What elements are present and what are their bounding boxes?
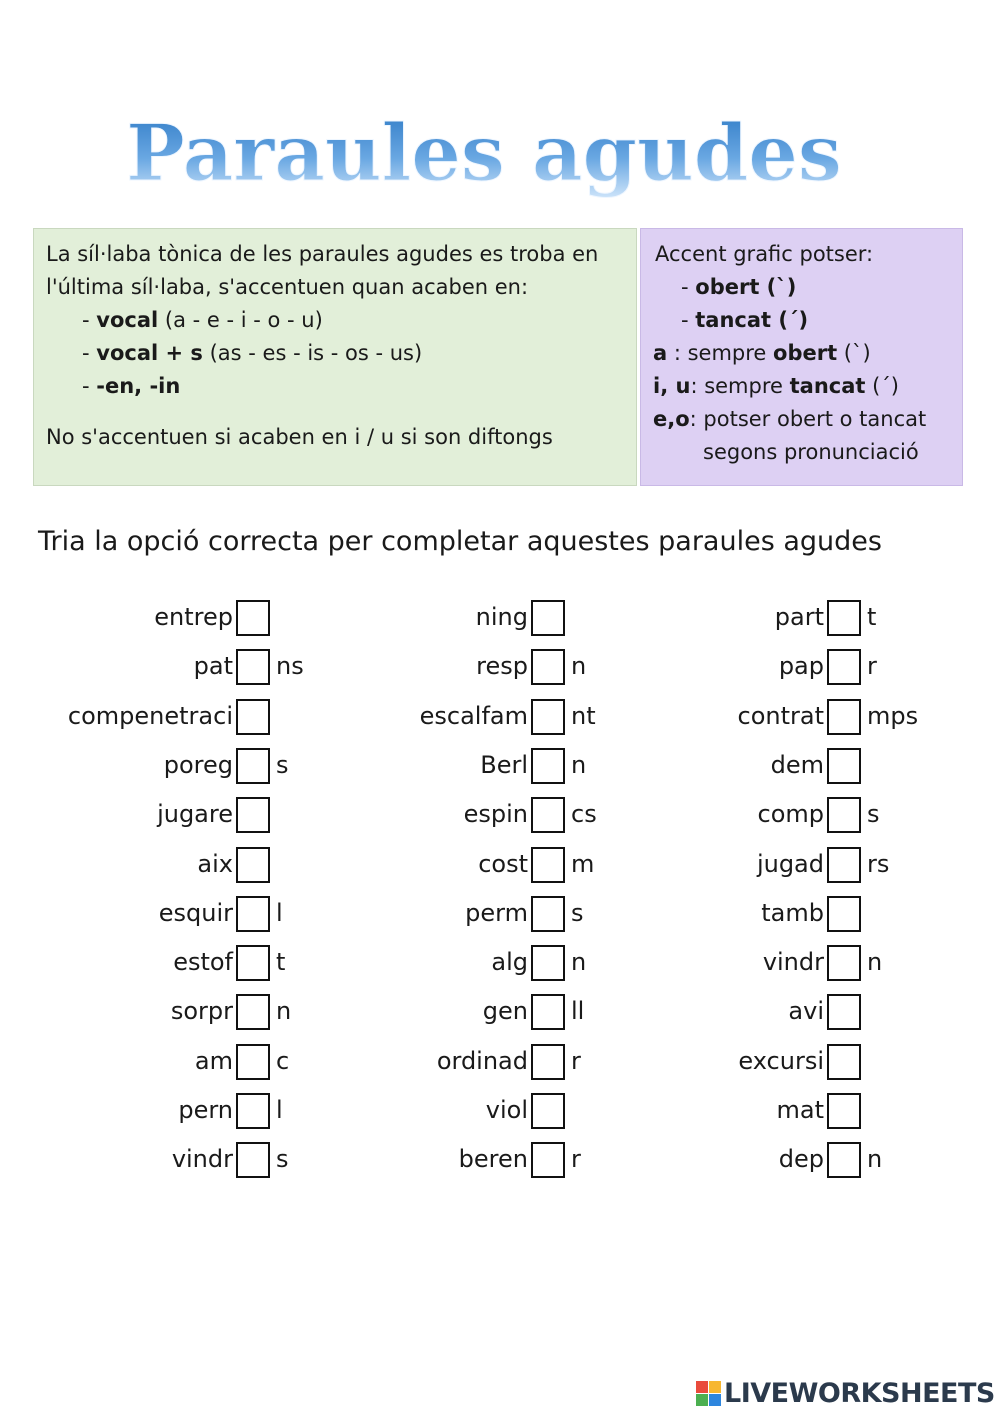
answer-box[interactable] <box>236 699 270 735</box>
word-prefix: tamb <box>761 899 824 927</box>
word-suffix: nt <box>571 702 596 730</box>
answer-box[interactable] <box>531 1093 565 1129</box>
answer-box[interactable] <box>531 797 565 833</box>
word-prefix: excursi <box>738 1047 824 1075</box>
answer-box[interactable] <box>236 797 270 833</box>
word-prefix: gen <box>482 997 528 1025</box>
word-prefix: mat <box>776 1096 824 1124</box>
word-prefix: avi <box>788 997 824 1025</box>
word-prefix: dep <box>778 1145 824 1173</box>
word-prefix: ordinad <box>436 1047 528 1075</box>
word-prefix: estof <box>173 948 233 976</box>
accent-closed: - tancat (´) <box>681 308 809 332</box>
answer-box[interactable] <box>236 748 270 784</box>
answer-box[interactable] <box>827 649 861 685</box>
word-suffix: n <box>276 997 292 1025</box>
answer-box[interactable] <box>236 1142 270 1178</box>
word-suffix: cs <box>571 800 597 828</box>
word-prefix: aix <box>197 850 233 878</box>
answer-box[interactable] <box>531 994 565 1030</box>
answer-box[interactable] <box>236 1044 270 1080</box>
word-prefix: sorpr <box>170 997 233 1025</box>
rules-bullet-vocal: - vocal (a - e - i - o - u) <box>82 308 323 332</box>
word-prefix: vindr <box>171 1145 233 1173</box>
answer-box[interactable] <box>236 994 270 1030</box>
answer-box[interactable] <box>827 699 861 735</box>
answer-box[interactable] <box>827 748 861 784</box>
rules-line-1: La síl·laba tònica de les paraules agudes es troba en <box>46 242 599 266</box>
answer-box[interactable] <box>531 896 565 932</box>
answer-box[interactable] <box>531 1142 565 1178</box>
answer-box[interactable] <box>236 1093 270 1129</box>
accent-box <box>640 228 963 486</box>
accent-iu-line: i, u: sempre tancat (´) <box>653 374 899 398</box>
answer-box[interactable] <box>827 847 861 883</box>
word-prefix: pap <box>778 652 824 680</box>
word-prefix: resp <box>476 652 528 680</box>
footer-brand <box>696 1378 996 1410</box>
accent-eo-line-2: segons pronunciació <box>703 440 919 464</box>
answer-box[interactable] <box>531 1044 565 1080</box>
rules-line-2: l'última síl·laba, s'accentuen quan acaben en: <box>46 275 529 299</box>
word-prefix: alg <box>491 948 528 976</box>
word-prefix: escalfam <box>419 702 528 730</box>
word-suffix: n <box>867 1145 883 1173</box>
answer-box[interactable] <box>827 896 861 932</box>
answer-box[interactable] <box>236 600 270 636</box>
title-graphic <box>0 98 1000 218</box>
answer-box[interactable] <box>531 649 565 685</box>
word-prefix: pern <box>178 1096 233 1124</box>
word-prefix: am <box>194 1047 233 1075</box>
word-prefix: poreg <box>163 751 233 779</box>
accent-heading: Accent grafic potser: <box>655 242 874 266</box>
word-prefix: perm <box>465 899 528 927</box>
word-prefix: jugad <box>756 850 824 878</box>
brand-name: LIVEWORKSHEETS <box>724 1378 995 1409</box>
accent-a-line: a : sempre obert (`) <box>653 341 871 365</box>
rules-note: No s'accentuen si acaben en i / u si son diftongs <box>46 425 553 449</box>
word-prefix: compenetraci <box>67 702 233 730</box>
word-suffix: t <box>867 603 877 631</box>
word-suffix: mps <box>867 702 919 730</box>
word-suffix: m <box>571 850 595 878</box>
answer-box[interactable] <box>531 847 565 883</box>
word-prefix: vindr <box>762 948 824 976</box>
answer-box[interactable] <box>236 847 270 883</box>
answer-box[interactable] <box>827 1044 861 1080</box>
instruction-text: Tria la opció correcta per completar aquestes paraules agudes <box>38 526 882 557</box>
title-text: Paraules agudes <box>126 108 842 199</box>
word-suffix: ns <box>276 652 304 680</box>
word-prefix: pat <box>193 652 233 680</box>
word-suffix: s <box>867 800 880 828</box>
word-suffix: ll <box>571 997 585 1025</box>
answer-box[interactable] <box>827 600 861 636</box>
answer-box[interactable] <box>236 649 270 685</box>
word-suffix: s <box>571 899 584 927</box>
answer-box[interactable] <box>827 797 861 833</box>
page-title <box>0 98 1000 218</box>
answer-box[interactable] <box>236 896 270 932</box>
word-suffix: l <box>276 899 283 927</box>
word-prefix: Berl <box>480 751 528 779</box>
word-prefix: contrat <box>737 702 824 730</box>
word-suffix: c <box>276 1047 290 1075</box>
answer-box[interactable] <box>531 945 565 981</box>
rules-box <box>33 228 637 486</box>
liveworksheets-logo-icon <box>696 1381 722 1407</box>
accent-eo-line: e,o: potser obert o tancat <box>653 407 927 431</box>
word-suffix: n <box>571 751 587 779</box>
answer-box[interactable] <box>827 1093 861 1129</box>
word-prefix: comp <box>757 800 824 828</box>
word-prefix: beren <box>458 1145 528 1173</box>
answer-box[interactable] <box>531 600 565 636</box>
word-prefix: cost <box>478 850 528 878</box>
word-suffix: n <box>571 948 587 976</box>
word-prefix: viol <box>485 1096 528 1124</box>
word-prefix: dem <box>770 751 824 779</box>
word-suffix: r <box>571 1047 581 1075</box>
answer-box[interactable] <box>827 994 861 1030</box>
word-prefix: espin <box>463 800 528 828</box>
answer-box[interactable] <box>236 945 270 981</box>
answer-box[interactable] <box>531 699 565 735</box>
word-prefix: part <box>774 603 824 631</box>
accent-open: - obert (`) <box>681 275 797 299</box>
word-suffix: r <box>571 1145 581 1173</box>
rules-bullet-en-in: - -en, -in <box>82 374 181 398</box>
word-suffix: s <box>276 1145 289 1173</box>
word-suffix: t <box>276 948 286 976</box>
answer-box[interactable] <box>531 748 565 784</box>
word-suffix: n <box>867 948 883 976</box>
word-prefix: esquir <box>158 899 233 927</box>
word-suffix: n <box>571 652 587 680</box>
word-suffix: s <box>276 751 289 779</box>
answer-box[interactable] <box>827 945 861 981</box>
rules-bullet-vocal-s: - vocal + s (as - es - is - os - us) <box>82 341 423 365</box>
answer-box[interactable] <box>827 1142 861 1178</box>
word-suffix: rs <box>867 850 890 878</box>
word-suffix: l <box>276 1096 283 1124</box>
word-prefix: entrep <box>154 603 233 631</box>
word-prefix: ning <box>475 603 528 631</box>
word-suffix: r <box>867 652 877 680</box>
word-prefix: jugare <box>157 800 233 828</box>
